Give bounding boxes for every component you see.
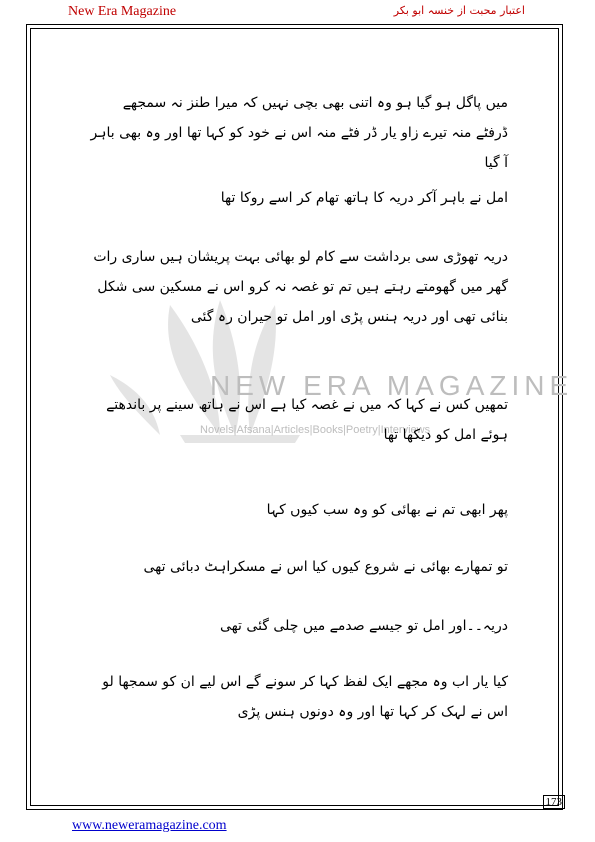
paragraph: امل نے باہر آکر دریہ کا ہاتھ تھام کر اسے روکا تھا xyxy=(220,190,508,206)
paragraph: کیا یار اب وہ مجھے ایک لفظ کہا کر سونے گے اس لیے ان کو سمجھا لو اس نے لہک کر کہا تھا اور وہ دونوں ہنس پڑی xyxy=(102,674,508,720)
story-title: اعتبار محبت از خنسہ ابو بکر xyxy=(393,4,525,17)
website-link[interactable]: www.neweramagazine.com xyxy=(72,818,227,833)
page-number: 173 xyxy=(543,795,566,809)
watermark-brand: NEW ERA MAGAZINE xyxy=(210,370,574,401)
paragraph: دریہ تھوڑی سی برداشت سے کام لو بھائی بہت پریشان ہیں ساری رات گھر میں گھومتے رہتے ہیں تم تو غصہ نہ کرو اس نے مسکین سی شکل بنائی تھی اور دریہ ہنس پڑی اور امل تو حیران رہ گئی xyxy=(93,249,508,325)
magazine-title: New Era Magazine xyxy=(68,4,177,19)
watermark-tagline: Novels|Afsana|Articles|Books|Poetry|Interviews xyxy=(200,424,431,436)
paragraph: میں پاگل ہو گیا ہو وہ اتنی بھی بچی نہیں کہ میرا طنز نہ سمجھے ڈرفٹے منہ تیرے زاو یار ڈر فٹے منہ اس نے خود کو کہا تھا اور وہ بھی باہر آ گیا xyxy=(90,95,508,171)
paragraph: تمھیں کس نے کہا کہ میں نے غصہ کیا ہے اس نے ہاتھ سینے پر باندھتے ہوئے امل کو دیکھا تھا xyxy=(106,397,508,443)
paragraph: پھر ابھی تم نے بھائی کو وہ سب کیوں کہا xyxy=(266,502,508,518)
paragraph: تو تمھارے بھائی نے شروع کیوں کیا اس نے مسکراہٹ دبائی تھی xyxy=(143,559,508,575)
paragraph: دریہ۔۔اور امل تو جیسے صدمے میں چلی گئی تھی xyxy=(219,618,508,634)
